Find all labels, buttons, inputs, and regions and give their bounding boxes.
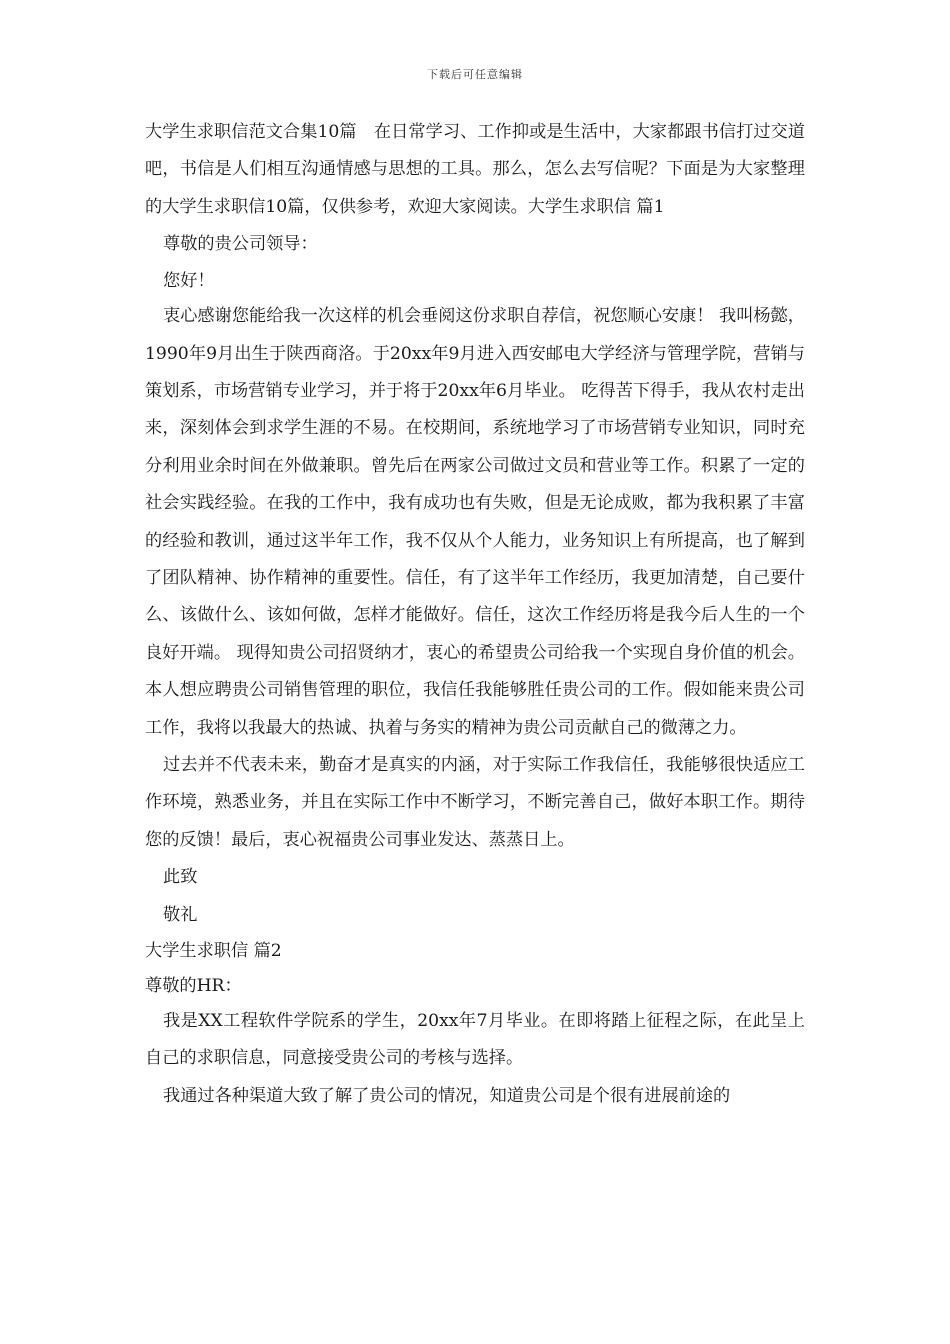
salutation-1: 尊敬的贵公司领导：	[163, 234, 318, 255]
document-body	[145, 114, 805, 1115]
letter-1-body-paragraph: 衷心感谢您能给我一次这样的机会垂阅这份求职自荐信，祝您顺心安康！ 我叫杨懿，1990年9月出生于陕西商洛。于20xx年9月进入西安邮电大学经济与管理学院，营销与策划系，市场营销专业学习，并于将于20xx年6月毕业。 吃得苦下得手，我从农村走出来，深刻体会到求学生涯的不易。在校期间，系统地学习了市场营销专业知识，同时充分利用业余时间在外做兼职。曾先后在两家公司做过文员和营业等工作。积累了一定的社会实践经验。在我的工作中，我有成功也有失败，但是无论成败，都为我积累了丰富的经验和教训，通过这半年工作，我不仅从个人能力，业务知识上有所提高，也了解到了团队精神、协作精神的重要性。信任，有了这半年工作经历，我更加清楚，自己要什么、该做什么、该如何做，怎样才能做好。信任，这次工作经历将是我今后人生的一个良好开端。 现得知贵公司招贤纳才，衷心的希望贵公司给我一个实现自身价值的机会。本人想应聘贵公司销售管理的职位，我信任我能够胜任贵公司的工作。假如能来贵公司工作，我将以我最大的热诚、执着与务实的精神为贵公司贡献自己的微薄之力。	[145, 306, 805, 738]
closing-line-1: 此致	[163, 867, 198, 888]
intro-paragraph: 大学生求职信范文合集10篇 在日常学习、工作抑或是生活中，大家都跟书信打过交道吧，书信是人们相互沟通情感与思想的工具。那么，怎么去写信呢？下面是为大家整理的大学生求职信10篇，仅供参考，欢迎大家阅读。大学生求职信 篇1	[145, 122, 805, 217]
letter-2-paragraph-1: 我是XX工程软件学院系的学生，20xx年7月毕业。在即将踏上征程之际，在此呈上自己的求职信息，同意接受贵公司的考核与选择。	[145, 1011, 805, 1069]
letter-2-paragraph-2: 我通过各种渠道大致了解了贵公司的情况，知道贵公司是个很有进展前途的	[163, 1085, 731, 1106]
salutation-2: 尊敬的HR：	[145, 975, 242, 996]
letter-2-title: 大学生求职信 篇2	[145, 941, 282, 962]
page-header-note: 下载后可任意编辑	[427, 68, 523, 81]
letter-1-closing-paragraph: 过去并不代表未来，勤奋才是真实的内涵，对于实际工作我信任，我能够很快适应工作环境，熟悉业务，并且在实际工作中不断学习，不断完善自己，做好本职工作。期待您的反馈！最后，衷心祝福贵公司事业发达、蒸蒸日上。	[145, 755, 805, 850]
closing-line-2: 敬礼	[163, 904, 198, 925]
greeting-1: 您好！	[163, 270, 215, 291]
